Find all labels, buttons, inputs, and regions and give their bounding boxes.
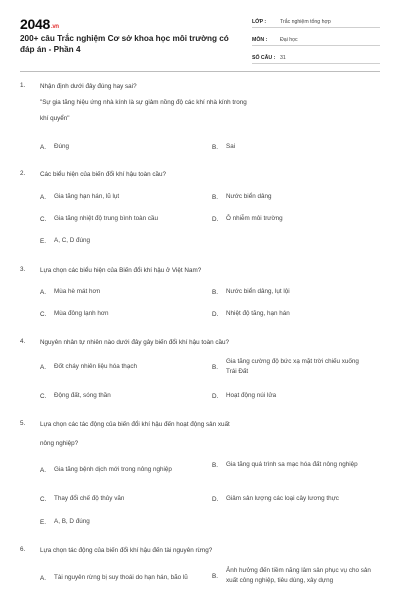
option-b[interactable] bbox=[212, 192, 271, 202]
option-text: Nước biển dâng bbox=[226, 193, 272, 200]
option-text: Đốt cháy nhiên liệu hóa thạch bbox=[54, 363, 137, 370]
option-text: Mùa hè mát hơn bbox=[54, 288, 101, 295]
option-letter: A. bbox=[40, 466, 46, 474]
option-text: A, B, D đúng bbox=[54, 518, 90, 525]
option-text: Gia tăng cường độ bức xạ mặt trời chiếu xuống Trái Đất bbox=[226, 358, 359, 375]
question-line: nông nghiệp? bbox=[40, 440, 79, 447]
option-d[interactable] bbox=[212, 309, 290, 319]
question-text bbox=[40, 79, 320, 127]
question-line: Các biểu hiện của biến đổi khí hậu toàn cầu? bbox=[40, 171, 167, 178]
option-text: Nước biển dâng, lụt lội bbox=[226, 288, 290, 295]
option-b[interactable] bbox=[212, 142, 235, 152]
question-number: 3. bbox=[20, 266, 26, 273]
option-letter: C. bbox=[40, 310, 47, 318]
option-text: Gia tăng quá trình sa mạc hóa đất nông nghiệp bbox=[226, 461, 358, 468]
meta-row-subject bbox=[252, 32, 380, 46]
option-text: Ô nhiễm môi trường bbox=[226, 215, 283, 222]
option-b[interactable] bbox=[212, 357, 368, 377]
question-text bbox=[40, 263, 320, 279]
option-b[interactable] bbox=[212, 460, 368, 470]
option-b[interactable] bbox=[212, 287, 290, 297]
option-text: Nhiệt độ tăng, hạn hán bbox=[226, 310, 290, 317]
option-letter: A. bbox=[40, 288, 46, 296]
option-text: Mùa đông lạnh hơn bbox=[54, 310, 109, 317]
option-a[interactable] bbox=[40, 192, 119, 202]
option-text: Gia tăng bệnh dịch mới trong nông nghiệp bbox=[54, 466, 172, 473]
header-divider bbox=[20, 71, 380, 72]
option-e[interactable] bbox=[40, 236, 90, 246]
meta-table bbox=[252, 14, 380, 68]
option-letter: C. bbox=[40, 495, 47, 503]
option-letter: B. bbox=[212, 572, 218, 580]
option-letter: B. bbox=[212, 363, 218, 371]
option-text: A, C, D đúng bbox=[54, 237, 91, 244]
option-text: Ảnh hưởng đến tiềm năng lâm sản phục vụ cho sản xuất công nghiệp, tiêu dùng, xây dựng bbox=[226, 567, 371, 584]
option-letter: A. bbox=[40, 574, 46, 582]
option-letter: A. bbox=[40, 363, 46, 371]
option-d[interactable] bbox=[212, 214, 283, 224]
option-letter: B. bbox=[212, 193, 218, 201]
site-logo[interactable] bbox=[20, 16, 59, 32]
question-text bbox=[40, 167, 320, 183]
question-number: 2. bbox=[20, 170, 26, 177]
question-line: Nhận định dưới đây đúng hay sai? bbox=[40, 83, 137, 90]
question-text bbox=[40, 417, 320, 452]
document-title: 200+ câu Trắc nghiệm Cơ sở khoa học môi trường có đáp án - Phần 4 bbox=[20, 34, 229, 54]
question-text bbox=[40, 335, 320, 351]
meta-row-count bbox=[252, 50, 380, 64]
option-letter: C. bbox=[40, 392, 47, 400]
option-letter: B. bbox=[212, 461, 218, 469]
option-c[interactable] bbox=[40, 309, 109, 319]
logo-suffix: .vn bbox=[50, 24, 59, 30]
option-text: Hoạt động núi lửa bbox=[226, 392, 277, 399]
option-b[interactable] bbox=[212, 566, 376, 586]
question-line: Nguyên nhân tự nhiên nào dưới đây gây biến đổi khí hậu toàn cầu? bbox=[40, 339, 230, 346]
question-line: Lựa chọn các biểu hiện của Biến đổi khí hậu ở Việt Nam? bbox=[40, 267, 202, 274]
option-letter: D. bbox=[212, 215, 219, 223]
question-line: khí quyển" bbox=[40, 115, 70, 122]
option-a[interactable] bbox=[40, 362, 137, 372]
option-letter: C. bbox=[40, 215, 47, 223]
option-a[interactable] bbox=[40, 465, 172, 475]
option-d[interactable] bbox=[212, 391, 276, 401]
option-text: Động đất, sóng thần bbox=[54, 392, 111, 399]
meta-row-class bbox=[252, 14, 380, 28]
option-text: Tài nguyên rừng bị suy thoái do hạn hán, bão lũ bbox=[54, 574, 188, 581]
meta-value: Đại học bbox=[280, 37, 298, 43]
option-letter: E. bbox=[40, 518, 46, 526]
question-line: Lựa chọn tác động của biến đổi khí hậu đến tài nguyên rừng? bbox=[40, 547, 213, 554]
option-text: Gia tăng nhiệt độ trung bình toàn cầu bbox=[54, 215, 158, 222]
option-letter: E. bbox=[40, 237, 46, 245]
option-d[interactable] bbox=[212, 494, 339, 504]
question-number: 4. bbox=[20, 338, 26, 345]
question-line: "Sự gia tăng hiệu ứng nhà kính là sự giảm nồng độ các khí nhà kính trong bbox=[40, 99, 247, 106]
option-letter: D. bbox=[212, 495, 219, 503]
meta-value: Trắc nghiệm tổng hợp bbox=[280, 19, 331, 25]
option-text: Giảm sản lượng các loại cây lương thực bbox=[226, 495, 339, 502]
option-a[interactable] bbox=[40, 142, 69, 152]
option-c[interactable] bbox=[40, 391, 111, 401]
option-text: Thay đổi chế độ thủy văn bbox=[54, 495, 125, 502]
option-a[interactable] bbox=[40, 287, 100, 297]
option-letter: B. bbox=[212, 143, 218, 151]
option-text: Gia tăng hạn hán, lũ lụt bbox=[54, 193, 120, 200]
option-e[interactable] bbox=[40, 517, 90, 527]
meta-value: 31 bbox=[280, 55, 286, 61]
document-header bbox=[0, 0, 400, 70]
option-letter: B. bbox=[212, 288, 218, 296]
option-text: Đúng bbox=[54, 143, 70, 150]
option-text: Sai bbox=[226, 143, 236, 150]
option-letter: A. bbox=[40, 143, 46, 151]
option-letter: D. bbox=[212, 392, 219, 400]
logo-text: 2048 bbox=[20, 16, 50, 32]
option-letter: A. bbox=[40, 193, 46, 201]
meta-key: SỐ CÂU : bbox=[252, 55, 276, 61]
meta-key: MÔN : bbox=[252, 37, 268, 43]
option-c[interactable] bbox=[40, 494, 124, 504]
question-text bbox=[40, 543, 320, 559]
question-number: 6. bbox=[20, 546, 26, 553]
question-number: 5. bbox=[20, 420, 26, 427]
option-c[interactable] bbox=[40, 214, 158, 224]
meta-key: LỚP : bbox=[252, 19, 267, 25]
question-number: 1. bbox=[20, 82, 26, 89]
question-line: Lựa chọn các tác động của biến đổi khí hậu đến hoạt động sản xuất bbox=[40, 421, 230, 428]
option-a[interactable] bbox=[40, 573, 196, 583]
option-letter: D. bbox=[212, 310, 219, 318]
